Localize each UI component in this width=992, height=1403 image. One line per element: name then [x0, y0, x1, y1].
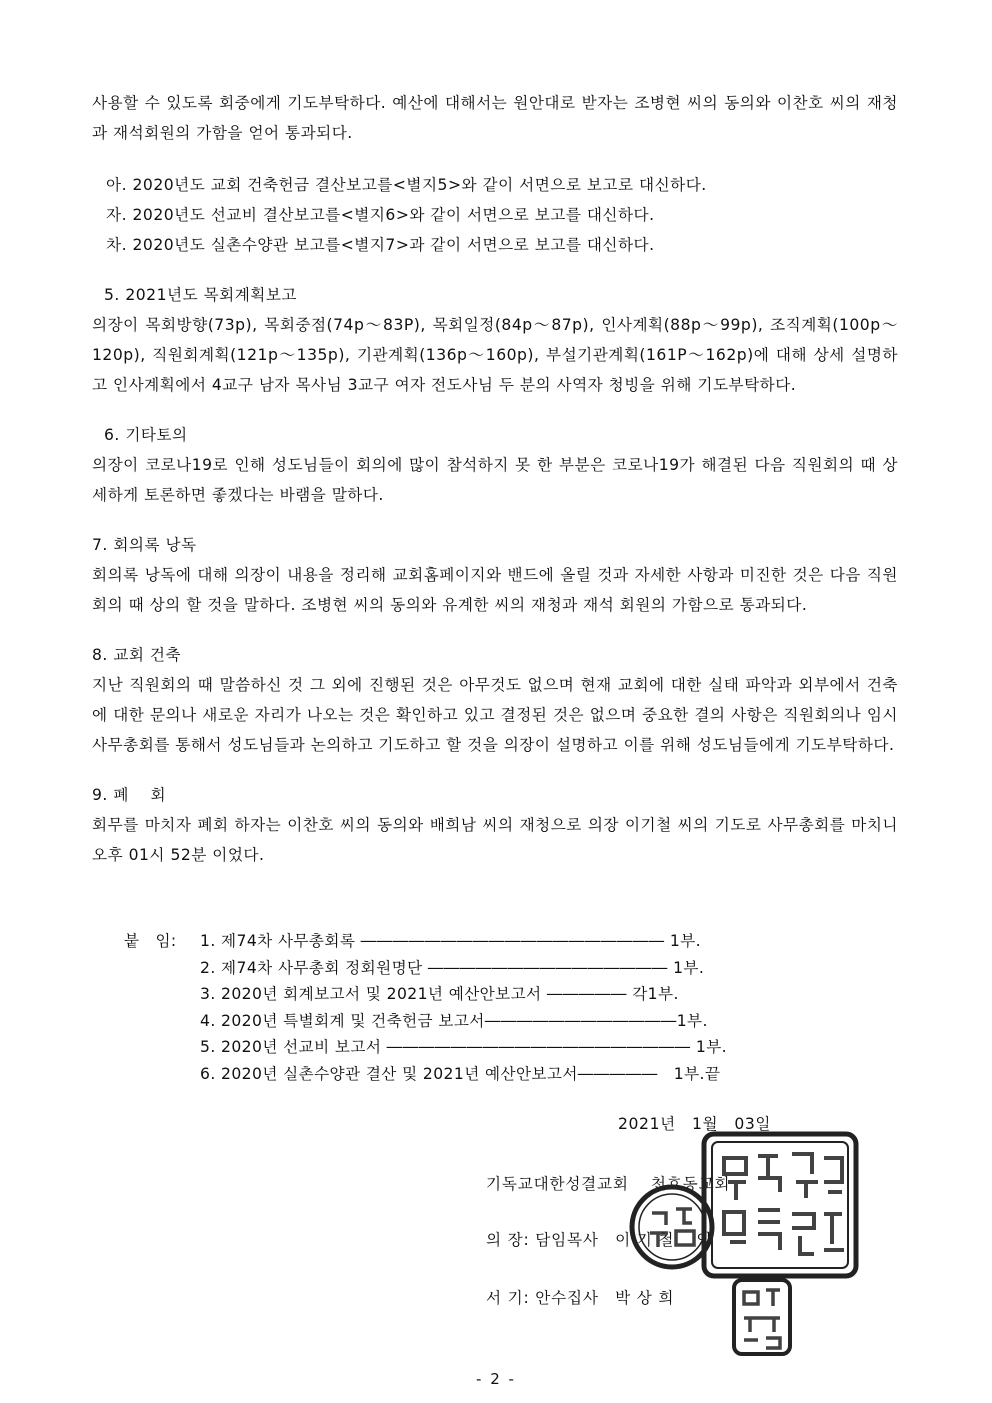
secretary-seal-icon — [730, 1276, 794, 1358]
attachment-item: 6. 2020년 실촌수양관 결산 및 2021년 예산안보고서――――― 1부.끝 — [200, 1064, 721, 1083]
page-number: - 2 - — [476, 1370, 516, 1388]
chair-seal-icon — [628, 1183, 716, 1271]
section-9-body: 회무를 마치자 폐회 하자는 이찬호 씨의 동의와 배희남 씨의 재청으로 의장 이기철 씨의 기도로 사무총회를 마치니 오후 01시 52분 이었다. — [92, 816, 898, 864]
item-ja: 자. 2020년도 선교비 결산보고를<별지6>와 같이 서면으로 보고를 대신하다. — [106, 206, 655, 224]
signature-secretary: 서 기: 안수집사 박 상 희 — [486, 1289, 675, 1307]
section-6-body: 의장이 코로나19로 인해 성도님들이 회의에 많이 참석하지 못 한 부분은 코로나19가 해결된 다음 직원회의 때 상세하게 토론하면 좋겠다는 바램을 말하다. — [92, 456, 898, 504]
paragraph-budget: 사용할 수 있도록 회중에게 기도부탁하다. 예산에 대해서는 원안대로 받자는 조병현 씨의 동의와 이찬호 씨의 재청과 재석회원의 가함을 얻어 통과되다. — [92, 94, 898, 142]
document-date: 2021년 1월 03일 — [618, 1115, 772, 1133]
section-5-title: 5. 2021년도 목회계획보고 — [104, 286, 297, 304]
item-a: 아. 2020년도 교회 건축헌금 결산보고를<별지5>와 같이 서면으로 보고로 대신하다. — [106, 176, 707, 194]
signature-chair: 의 장: 담임목사 이 기 철 인 — [486, 1231, 713, 1249]
section-5-body: 의장이 목회방향(73p), 목회중점(74p～83P), 목회일정(84p～87p), 인사계획(88p～99p), 조직계획(100p～120p), 직원회계획(121p～135p), 기관계획(136p～160p), 부설기관계획(161P～162p)에 대해 상세 설명하고 인사계획에서 4교구 남자 목사님 3교구 여자 전도사님 두 분의 사역자 청빙을 위해 기도부탁하다. — [92, 316, 898, 394]
attachment-item: 3. 2020년 회계보고서 및 2021년 예산안보고서 ――――― 각1부. — [200, 985, 679, 1003]
section-6-title: 6. 기타토의 — [104, 426, 188, 444]
section-9-title: 9. 폐 회 — [92, 786, 167, 804]
attachments-label: 붙 임: — [124, 932, 177, 950]
signature-organization: 기독교대한성결교회 천호동교회 — [486, 1175, 731, 1193]
attachment-item: 1. 제74차 사무총회록 ――――――――――――――――――― 1부. — [200, 932, 702, 950]
attachment-item: 5. 2020년 선교비 보고서 ――――――――――――――――――― 1부. — [200, 1038, 728, 1056]
section-7-title: 7. 회의록 낭독 — [92, 536, 197, 554]
document-body — [92, 88, 898, 870]
attachment-item: 4. 2020년 특별회계 및 건축헌금 보고서――――――――――――1부. — [200, 1011, 708, 1030]
section-8-body: 지난 직원회의 때 말씀하신 것 그 외에 진행된 것은 아무것도 없으며 현재 교회에 대한 실태 파악과 외부에서 건축에 대한 문의나 새로운 자리가 나오는 것은 확인하고 있고 결정된 것은 없으며 중요한 결의 사항은 직원회의나 임시사무총회를 통해서 성도님들과 논의하고 기도하고 할 것을 의장이 설명하고 이를 위해 성도님들에게 기도부탁하다. — [92, 676, 898, 754]
section-8-title: 8. 교회 건축 — [92, 646, 182, 664]
attachment-item: 2. 제74차 사무총회 정회원명단 ――――――――――――――― 1부. — [200, 958, 705, 977]
attachments-list — [124, 928, 844, 1087]
section-7-body: 회의록 낭독에 대해 의장이 내용을 정리해 교회홈페이지와 밴드에 올릴 것과 자세한 사항과 미진한 것은 다음 직원회의 때 상의 할 것을 말하다. 조병현 씨의 동의와 유계한 씨의 재청과 재석 회원의 가함으로 통과되다. — [92, 566, 898, 614]
item-cha: 차. 2020년도 실촌수양관 보고를<별지7>과 같이 서면으로 보고를 대신하다. — [106, 236, 655, 254]
church-seal-icon — [700, 1130, 860, 1280]
